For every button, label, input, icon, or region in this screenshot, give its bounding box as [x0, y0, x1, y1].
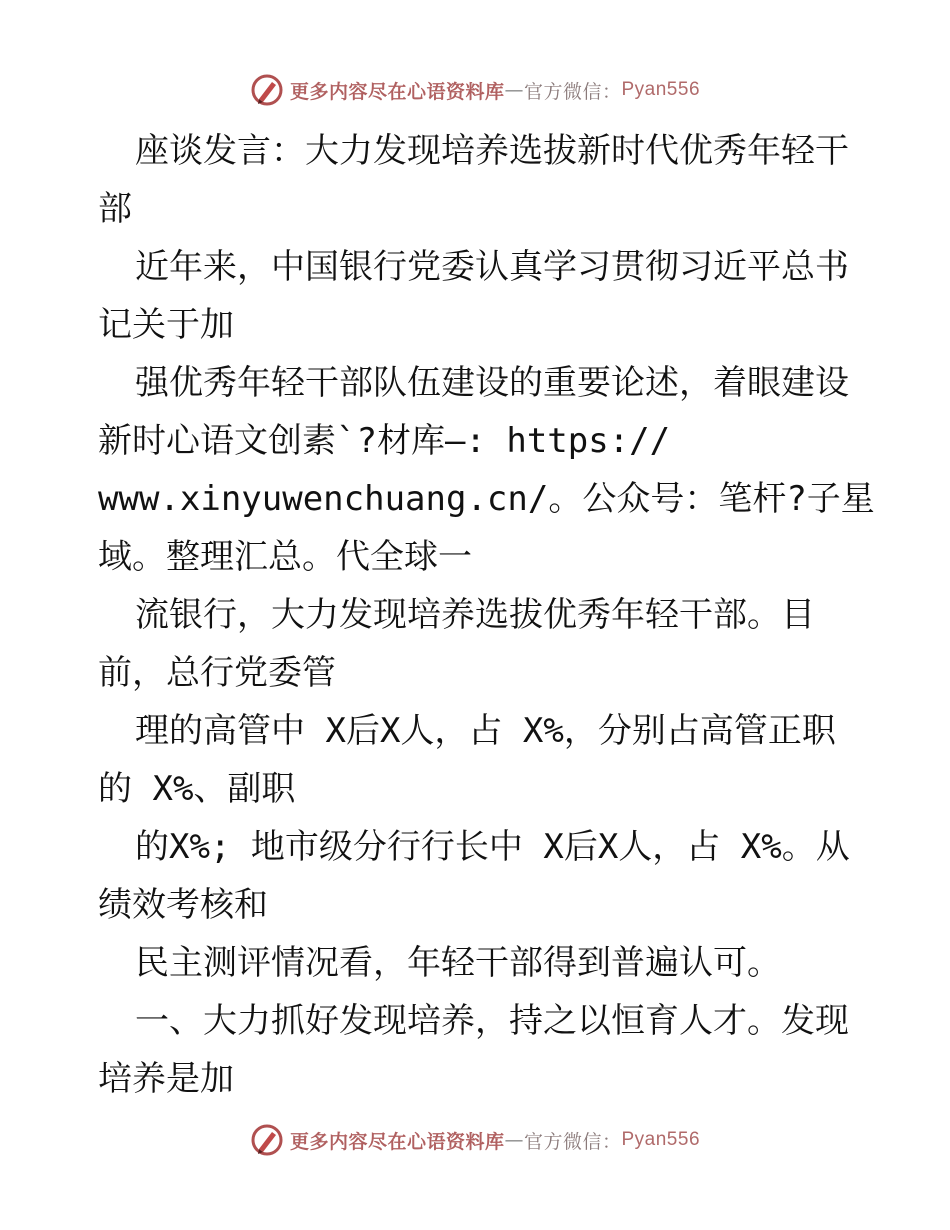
body-line: 前，总行党委管: [98, 653, 336, 693]
body-line: 近年来，中国银行党委认真学习贯彻习近平总书: [135, 247, 849, 287]
banner-wechat-handle: Pyan556: [621, 1129, 701, 1150]
banner-wechat-label: 官方微信：: [523, 1130, 622, 1153]
pen-logo-icon: [250, 73, 284, 107]
footer-banner: [0, 1120, 950, 1160]
body-line: 的X%; 地市级分行行长中 X后X人，占 X%。从: [135, 827, 850, 867]
body-line: 座谈发言：大力发现培养选拔新时代优秀年轻干: [135, 131, 849, 171]
banner-wechat-handle: Pyan556: [621, 79, 701, 100]
banner-dash: —: [504, 79, 524, 101]
body-line: 域。整理汇总。代全球一: [98, 537, 472, 577]
body-line: 培养是加: [98, 1059, 234, 1099]
banner-brand-text: 更多内容尽在心语资料库: [289, 1130, 505, 1153]
body-line: 的 X%、副职: [98, 769, 296, 809]
body-line: 一、大力抓好发现培养，持之以恒育人才。发现: [135, 1001, 849, 1041]
body-line: 记关于加: [98, 305, 234, 345]
banner-wechat-label: 官方微信：: [523, 80, 622, 103]
document-body: [98, 122, 875, 1108]
pen-logo-icon: [250, 1123, 284, 1157]
body-line: 流银行，大力发现培养选拔优秀年轻干部。目: [135, 595, 815, 635]
body-line: 民主测评情况看，年轻干部得到普遍认可。: [135, 943, 781, 983]
body-line: www.xinyuwenchuang.cn/。公众号：笔杆?子星: [98, 479, 875, 519]
header-banner: [0, 70, 950, 110]
body-line: 理的高管中 X后X人，占 X%，分别占高管正职: [135, 711, 836, 751]
banner-brand-text: 更多内容尽在心语资料库: [289, 80, 505, 103]
body-line: 部: [98, 189, 132, 229]
banner-dash: —: [504, 1129, 524, 1151]
body-line: 新时心语文创素`?材库—: https://: [98, 421, 671, 461]
body-line: 绩效考核和: [98, 885, 268, 925]
body-line: 强优秀年轻干部队伍建设的重要论述，着眼建设: [135, 363, 849, 403]
